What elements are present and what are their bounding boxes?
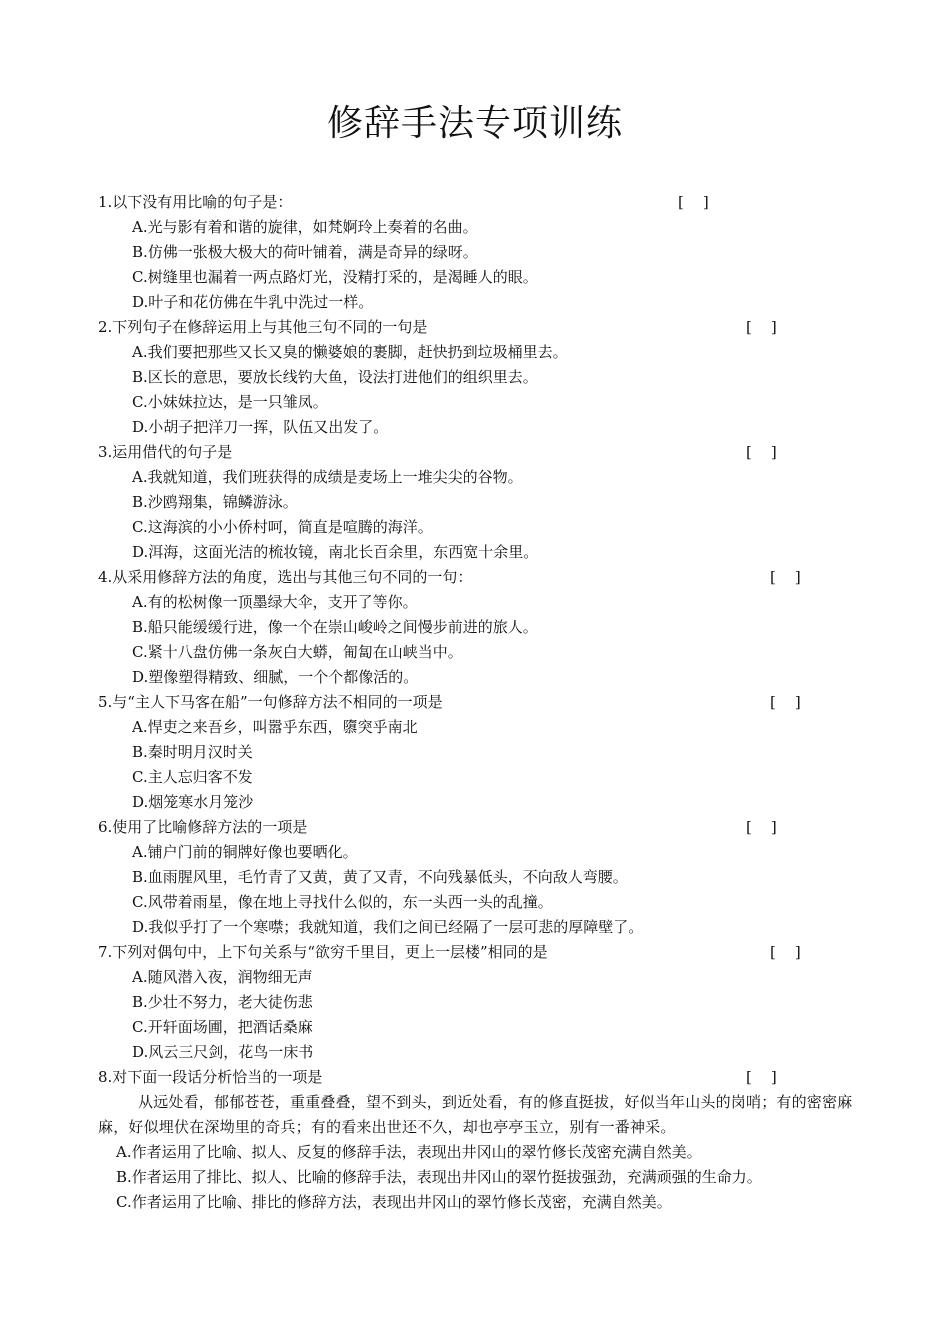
option-c: C.这海滨的小小侨村呵，简直是喧腾的海洋。 bbox=[132, 518, 433, 536]
question-4 bbox=[98, 565, 858, 690]
question-stem: 8.对下面一段话分析恰当的一项是 [ ] bbox=[98, 1065, 858, 1090]
option-c: C.紧十八盘仿佛一条灰白大蟒，匍匐在山峡当中。 bbox=[132, 643, 463, 661]
question-stem: 5.与“主人下马客在船”一句修辞方法不相同的一项是 [ ] bbox=[98, 690, 858, 715]
option-b: B.血雨腥风里，毛竹青了又黄，黄了又青，不向残暴低头，不向敌人弯腰。 bbox=[132, 868, 628, 886]
option-d: D.烟笼寒水月笼沙 bbox=[132, 793, 254, 811]
answer-bracket: [ ] bbox=[746, 818, 777, 836]
option-a: A.随风潜入夜，润物细无声 bbox=[132, 968, 313, 986]
question-3 bbox=[98, 440, 858, 565]
option-a: A.铺户门前的铜牌好像也要晒化。 bbox=[132, 843, 358, 861]
question-list bbox=[98, 190, 858, 1215]
option-a: A.我们要把那些又长又臭的懒婆娘的裹脚，赶快扔到垃圾桶里去。 bbox=[132, 343, 568, 361]
option-d: D.塑像塑得精致、细腻，一个个都像活的。 bbox=[132, 668, 419, 686]
option-a: A.悍吏之来吾乡，叫嚣乎东西，隳突乎南北 bbox=[132, 718, 418, 736]
option-d: D.小胡子把洋刀一挥，队伍又出发了。 bbox=[132, 418, 389, 436]
option-c: C.开轩面场圃，把酒话桑麻 bbox=[132, 1018, 313, 1036]
answer-bracket: [ ] bbox=[746, 318, 777, 336]
option-c: C.小妹妹拉达，是一只雏凤。 bbox=[132, 393, 328, 411]
answer-bracket: [ ] bbox=[746, 1068, 777, 1086]
question-stem: 7.下列对偶句中，上下句关系与“欲穷千里目，更上一层楼”相同的是 [ ] bbox=[98, 940, 858, 965]
option-c: C.树缝里也漏着一两点路灯光，没精打采的，是渴睡人的眼。 bbox=[132, 268, 538, 286]
question-1 bbox=[98, 190, 858, 315]
option-b: B.区长的意思，要放长线钓大鱼，设法打进他们的组织里去。 bbox=[132, 368, 538, 386]
option-b: B.秦时明月汉时关 bbox=[132, 743, 253, 761]
option-b: B.仿佛一张极大极大的荷叶铺着，满是奇异的绿呀。 bbox=[132, 243, 478, 261]
question-8 bbox=[98, 1065, 858, 1215]
question-stem: 4.从采用修辞方法的角度，选出与其他三句不同的一句： [ ] bbox=[98, 565, 858, 590]
option-d: D.叶子和花仿佛在牛乳中洗过一样。 bbox=[132, 293, 374, 311]
question-5 bbox=[98, 690, 858, 815]
option-d: D.我似乎打了一个寒噤；我就知道，我们之间已经隔了一层可悲的厚障壁了。 bbox=[132, 918, 644, 936]
question-stem: 1.以下没有用比喻的句子是： [ ] bbox=[98, 190, 858, 215]
question-stem: 3.运用借代的句子是 [ ] bbox=[98, 440, 858, 465]
question-6 bbox=[98, 815, 858, 940]
option-c: C.主人忘归客不发 bbox=[132, 768, 253, 786]
option-d: D.洱海，这面光洁的梳妆镜，南北长百余里，东西宽十余里。 bbox=[132, 543, 539, 561]
page-title: 修辞手法专项训练 bbox=[326, 103, 623, 144]
question-stem: 6.使用了比喻修辞方法的一项是 [ ] bbox=[98, 815, 858, 840]
option-a: A.光与影有着和谐的旋律，如梵婀玲上奏着的名曲。 bbox=[132, 218, 478, 236]
answer-bracket: [ ] bbox=[770, 568, 801, 586]
answer-bracket: [ ] bbox=[678, 193, 709, 211]
option-a: A.作者运用了比喻、拟人、反复的修辞手法，表现出井冈山的翠竹修长茂密充满自然美。 bbox=[116, 1143, 702, 1161]
answer-bracket: [ ] bbox=[770, 693, 801, 711]
option-b: B.船只能缓缓行进，像一个在崇山峻岭之间慢步前进的旅人。 bbox=[132, 618, 538, 636]
question-2 bbox=[98, 315, 858, 440]
option-b: B.作者运用了排比、拟人、比喻的修辞手法，表现出井冈山的翠竹挺拔强劲，充满顽强的生命力。 bbox=[116, 1168, 762, 1186]
answer-bracket: [ ] bbox=[770, 943, 801, 961]
option-c: C.风带着雨星，像在地上寻找什么似的，东一头西一头的乱撞。 bbox=[132, 893, 553, 911]
option-a: A.我就知道，我们班获得的成绩是麦场上一堆尖尖的谷物。 bbox=[132, 468, 523, 486]
question-7 bbox=[98, 940, 858, 1065]
option-a: A.有的松树像一顶墨绿大伞，支开了等你。 bbox=[132, 593, 418, 611]
option-b: B.沙鸥翔集，锦鳞游泳。 bbox=[132, 493, 298, 511]
answer-bracket: [ ] bbox=[746, 443, 777, 461]
option-c: C.作者运用了比喻、排比的修辞方法，表现出井冈山的翠竹修长茂密，充满自然美。 bbox=[116, 1193, 672, 1211]
question-stem: 2.下列句子在修辞运用上与其他三句不同的一句是 [ ] bbox=[98, 315, 858, 340]
option-d: D.风云三尺剑，花鸟一床书 bbox=[132, 1043, 314, 1061]
reading-passage: 从远处看，郁郁苍苍，重重叠叠，望不到头，到近处看，有的修直挺拔，好似当年山头的岗哨；有的密密麻麻，好似埋伏在深坳里的奇兵；有的看来出世还不久，却也亭亭玉立，别有一番神采。 bbox=[98, 1093, 853, 1136]
option-b: B.少壮不努力，老大徒伤悲 bbox=[132, 993, 313, 1011]
